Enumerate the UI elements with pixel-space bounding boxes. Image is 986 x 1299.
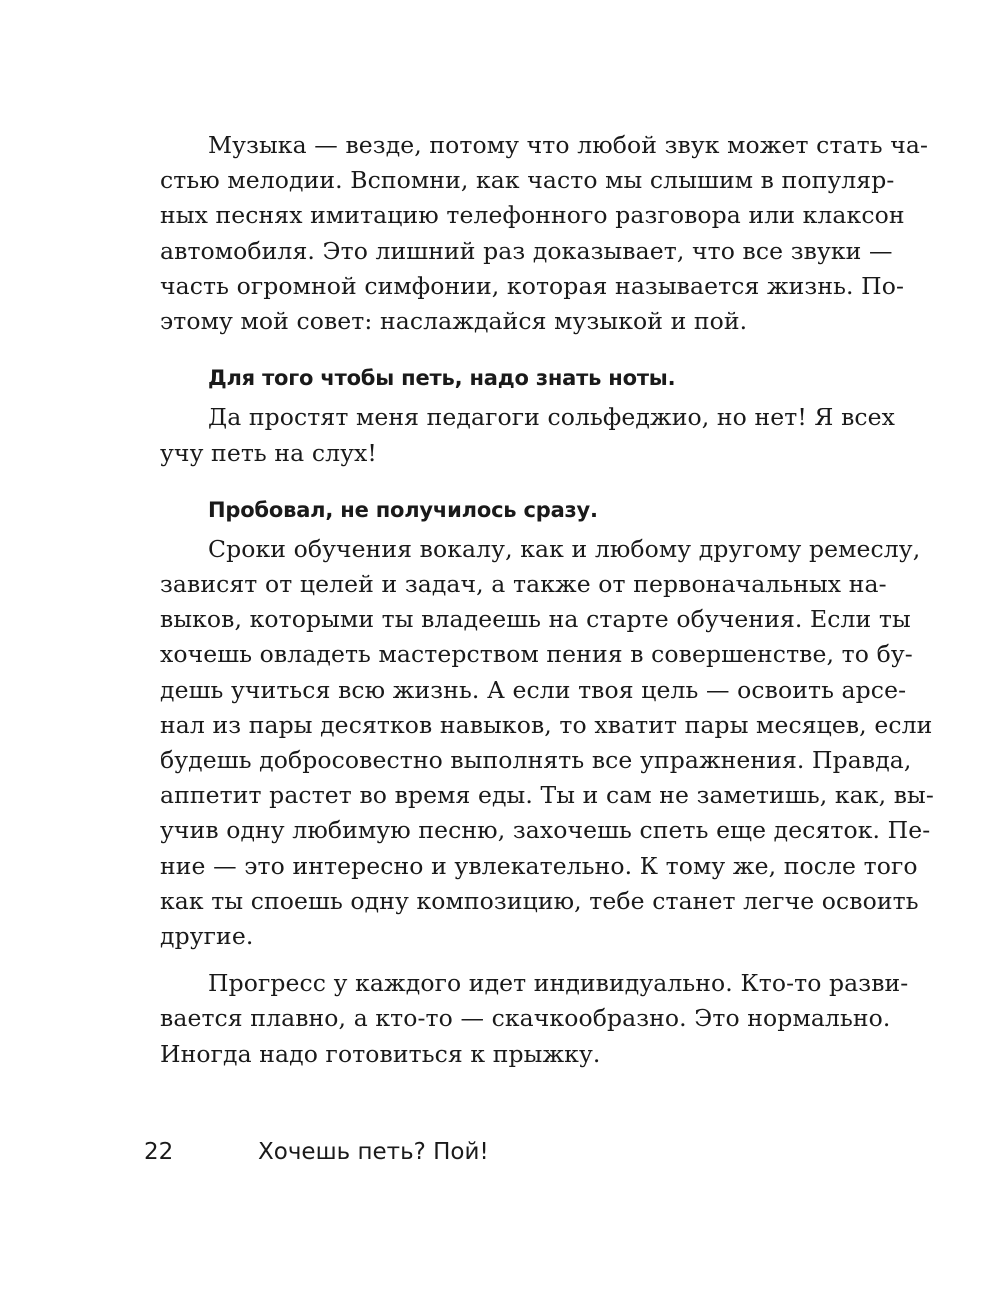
paragraph-music-everywhere xyxy=(160,128,929,339)
text-line: выков, которыми ты владеешь на старте обучения. Если ты xyxy=(160,605,911,634)
text-line: будешь добросовестно выполнять все упражнения. Правда, xyxy=(160,746,912,775)
text-line: хочешь овладеть мастерством пения в совершенстве, то бу- xyxy=(160,640,913,669)
text-line: Иногда надо готовиться к прыжку. xyxy=(160,1039,601,1068)
running-title: Хочешь петь? Пой! xyxy=(258,1139,489,1165)
text-line: Сроки обучения вокалу, как и любому другому ремеслу, xyxy=(208,534,921,563)
section-heading-tried: Пробовал, не получилось сразу. xyxy=(208,497,598,522)
text-line: другие. xyxy=(160,921,254,950)
text-line: часть огромной симфонии, которая называется жизнь. По- xyxy=(160,271,905,300)
text-line: учив одну любимую песню, захочешь спеть еще десяток. Пе- xyxy=(160,816,931,845)
page-footer xyxy=(144,1136,489,1168)
text-line: Прогресс у каждого идет индивидуально. Кто-то разви- xyxy=(208,969,909,998)
text-line: учу петь на слух! xyxy=(160,438,377,467)
paragraph-progress xyxy=(160,966,909,1072)
page-number: 22 xyxy=(144,1139,174,1165)
body-text xyxy=(160,128,934,1084)
section-heading-notes: Для того чтобы петь, надо знать ноты. xyxy=(208,366,676,391)
text-line: зависят от целей и задач, а также от первоначальных на- xyxy=(160,570,887,599)
text-line: ных песнях имитацию телефонного разговора или клаксон xyxy=(160,201,905,230)
text-line: автомобиля. Это лишний раз доказывает, что все звуки — xyxy=(160,236,893,265)
text-line: стью мелодии. Вспомни, как часто мы слышим в популяр- xyxy=(160,166,895,195)
text-line: дешь учиться всю жизнь. А если твоя цель — освоить арсе- xyxy=(160,675,907,704)
text-line: Музыка — везде, потому что любой звук может стать ча- xyxy=(208,131,929,159)
paragraph-solfeggio xyxy=(160,400,896,470)
paragraph-learning-time xyxy=(160,532,934,954)
text-line: нал из пары десятков навыков, то хватит пары месяцев, если xyxy=(160,710,933,739)
text-line: аппетит растет во время еды. Ты и сам не заметишь, как, вы- xyxy=(160,781,934,810)
text-line: ние — это интересно и увлекательно. К тому же, после того xyxy=(160,851,918,880)
text-line: этому мой совет: наслаждайся музыкой и пой. xyxy=(160,306,748,335)
text-line: вается плавно, а кто-то — скачкообразно. Это нормально. xyxy=(160,1004,891,1033)
text-line: Да простят меня педагоги сольфеджио, но нет! Я всех xyxy=(208,403,896,432)
text-line: как ты споешь одну композицию, тебе станет легче освоить xyxy=(160,886,919,915)
